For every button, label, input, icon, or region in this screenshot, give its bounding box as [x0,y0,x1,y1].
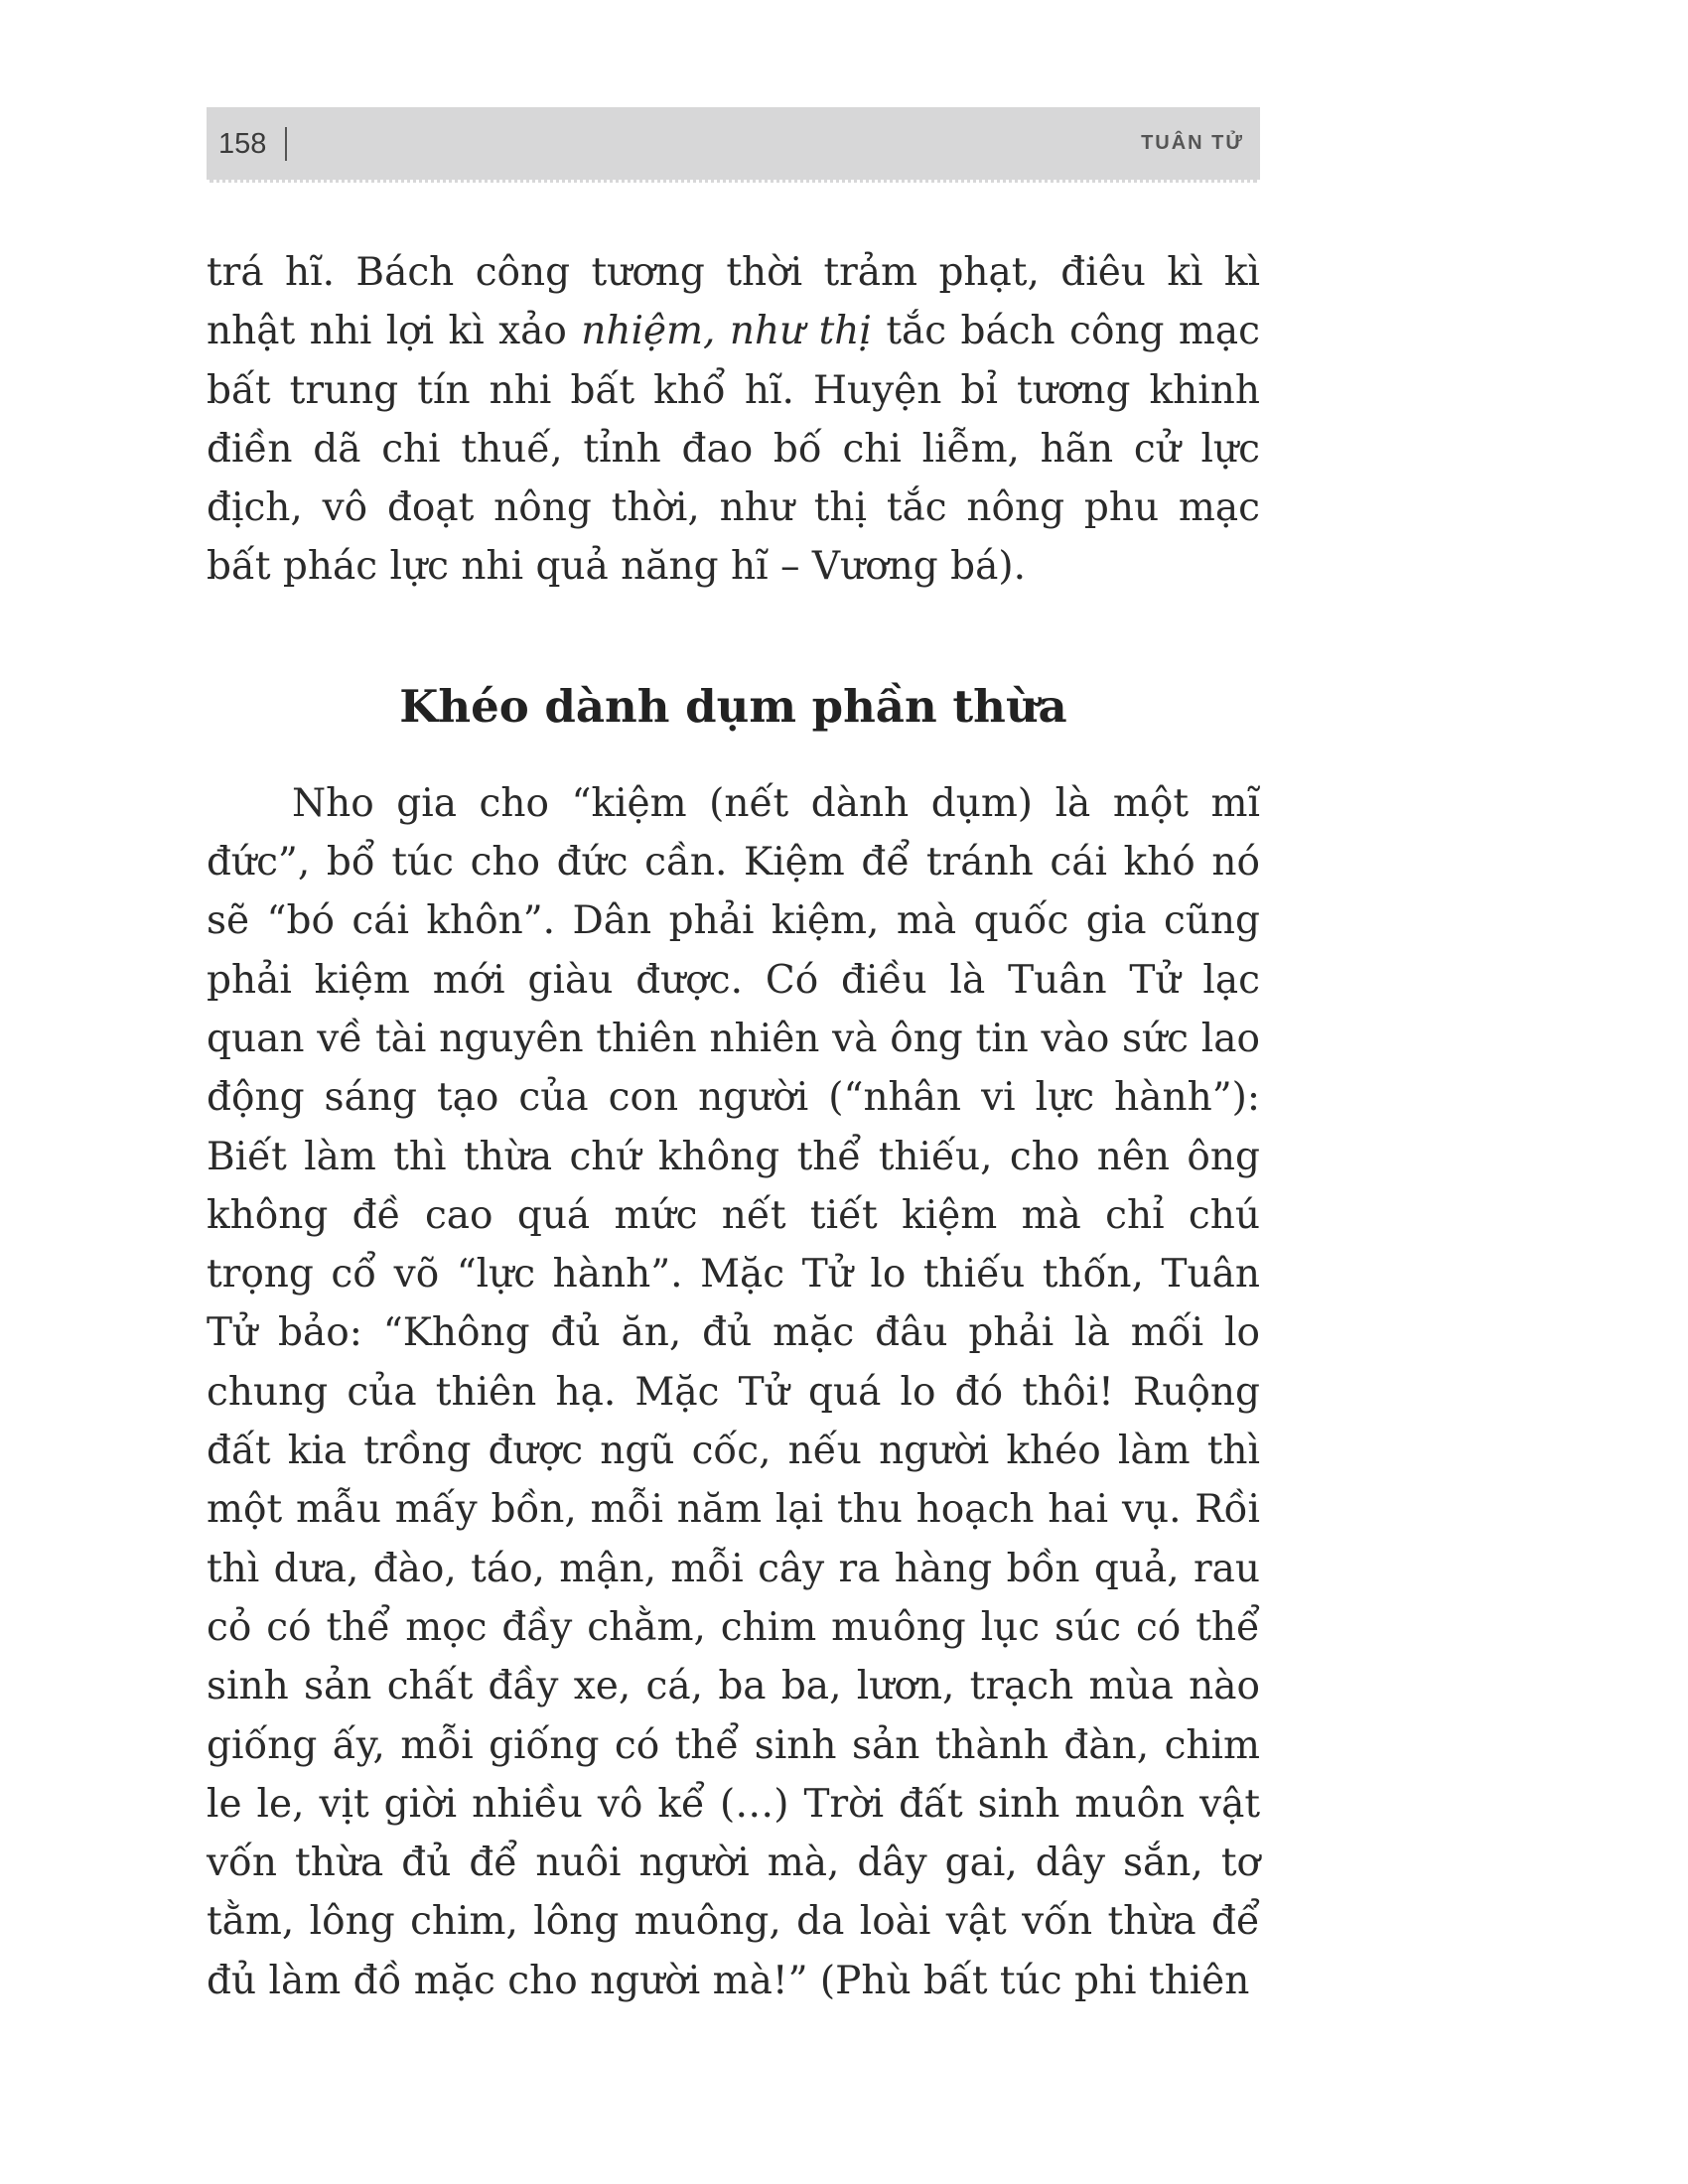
page-number-divider [285,127,287,161]
running-title: TUÂN TỬ [1141,132,1244,154]
section-heading: Khéo dành dụm phần thừa [399,679,1067,733]
page-body [207,243,1260,2010]
page-number: 158 [218,128,267,160]
section-paragraph: Nho gia cho “kiệm (nết dành dụm) là một mĩ đức”, bổ túc cho đức cần. Kiệm để tránh cái khó nó sẽ “bó cái khôn”. Dân phải kiệm, mà quốc gia cũng phải kiệm mới giàu được. Có điều là Tuân Tử lạc quan về tài nguyên thiên nhiên và ông tin vào sức lao động sáng tạo của con người (“nhân vi lực hành”): Biết làm thì thừa chứ không thể thiếu, cho nên ông không đề cao quá mức nết tiết kiệm mà chỉ chú trọng cổ võ “lực hành”. Mặc Tử lo thiếu thốn, Tuân Tử bảo: “Không đủ ăn, đủ mặc đâu phải là mối lo chung của thiên hạ. Mặc Tử quá lo đó thôi! Ruộng đất kia trồng được ngũ cốc, nếu người khéo làm thì một mẫu mấy bồn, mỗi năm lại thu hoạch hai vụ. Rồi thì dưa, đào, táo, mận, mỗi cây ra hàng bồn quả, rau cỏ có thể mọc đầy chằm, chim muông lục súc có thể sinh sản chất đầy xe, cá, ba ba, lươn, trạch mùa nào giống ấy, mỗi giống có thể sinh sản thành đàn, chim le le, vịt giời nhiều vô kể (…) Trời đất sinh muôn vật vốn thừa đủ để nuôi người mà, dây gai, dây sắn, tơ tằm, lông chim, lông muông, da loài vật vốn thừa để đủ làm đồ mặc cho người mà!” (Phù bất túc phi thiên [207,780,1260,2003]
paragraph-continued-text-end: tắc bách công mạc bất trung tín nhi bất khổ hĩ. Huyện bỉ tương khinh điền dã chi thuế, tỉnh đao bố chi liễm, hãn cử lực địch, vô đoạt nông thời, như thị tắc nông phu mạc bất phác lực nhi quả năng hĩ – Vương bá). [207,309,1261,590]
paragraph-continued-italic: nhiệm, như thị [581,309,872,354]
paragraph-continued [207,243,1260,597]
paragraph-continued-text-start: trá hĩ. Bách công tương thời trảm phạt, điêu kì kì nhật nhi lợi kì xảo [207,250,1260,354]
running-header [207,107,1260,183]
